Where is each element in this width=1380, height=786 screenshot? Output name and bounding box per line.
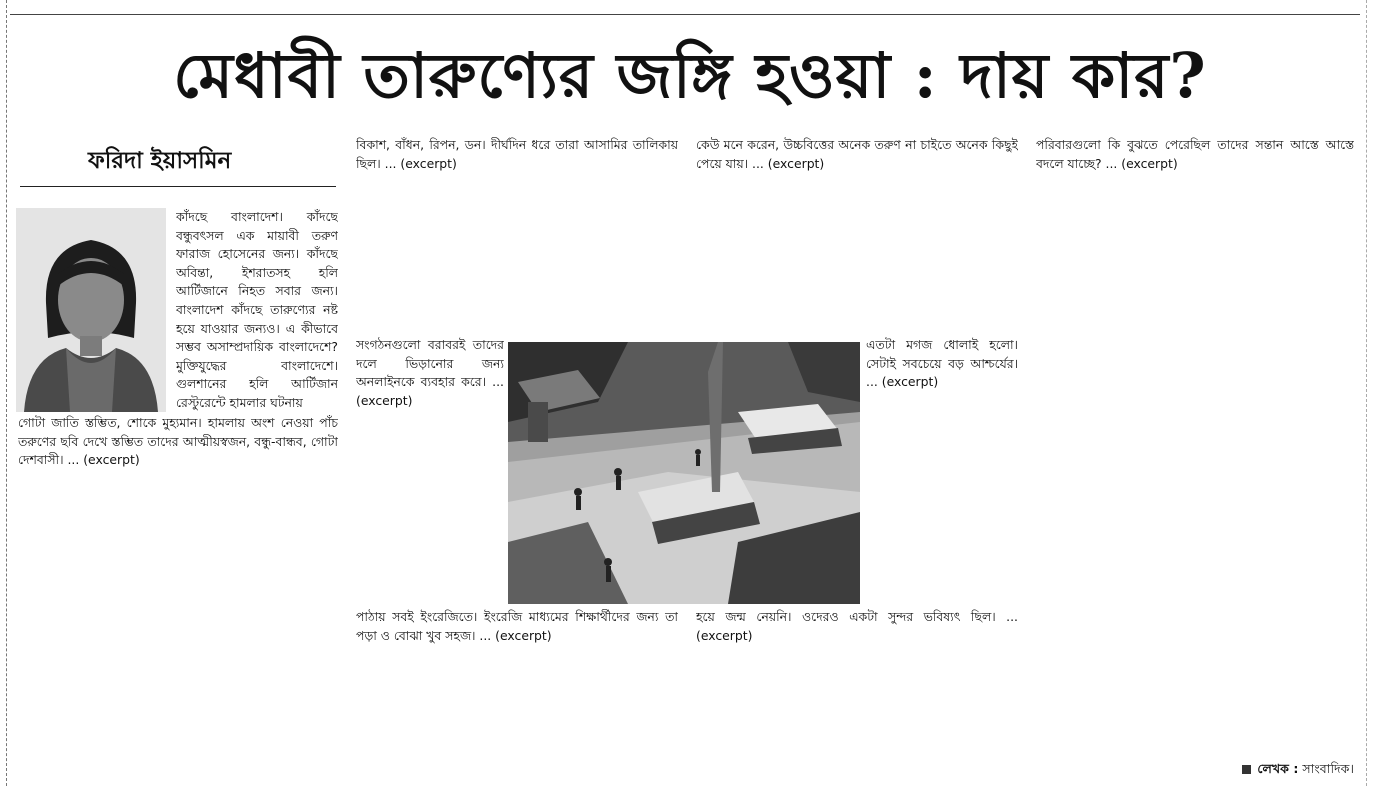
column-2-middle-text: সংগঠনগুলো বরাবরই তাদের দলে ভিড়ানোর জন্য অনলাইনকে ব্যবহার করে। ... (excerpt) bbox=[356, 337, 504, 408]
right-margin-rule bbox=[1366, 0, 1368, 786]
author-role-value: সাংবাদিক। bbox=[1302, 761, 1354, 776]
bullet-square-icon bbox=[1242, 765, 1251, 774]
byline-rule bbox=[20, 186, 336, 187]
author-role-label: লেখক : bbox=[1257, 761, 1299, 776]
column-3-top-text: কেউ মনে করেন, উচ্চবিত্তের অনেক তরুণ না চাইতে অনেক কিছুই পেয়ে যায়। ... (excerpt) bbox=[696, 137, 1018, 171]
author-photo bbox=[16, 208, 166, 412]
column-4-text: পরিবারগুলো কি বুঝতে পেরেছিল তাদের সন্তান আস্তে আস্তে বদলে যাচ্ছে? ... (excerpt) bbox=[1036, 137, 1354, 171]
left-margin-rule bbox=[6, 0, 8, 786]
column-2-bottom-text: পাঠায় সবই ইংরেজিতে। ইংরেজি মাধ্যমের শিক্ষার্থীদের জন্য তা পড়া ও বোঝা খুব সহজ। ... (excerpt) bbox=[356, 609, 678, 643]
column-1-bottom-text: গোটা জাতি স্তম্ভিত, শোকে মুহ্যমান। হামলায় অংশ নেওয়া পাঁচ তরুণের ছবি দেখে স্তম্ভিত তাদের আত্মীয়স্বজন, বন্ধু-বান্ধব, গোটা দেশবাসী। ... (excerpt) bbox=[18, 415, 338, 468]
news-photo-armored-vehicles bbox=[508, 342, 860, 604]
column-1-top-text: কাঁদছে বাংলাদেশ। কাঁদছে বন্ধুবৎসল এক মায়াবী তরুণ ফারাজ হোসেনের জন্য। কাঁদছে অবিন্তা, ইশরাতসহ হলি আর্টিজানে নিহত সবার জন্য। বাংলাদেশ কাঁদছে তারুণ্যের নষ্ট হয়ে যাওয়ার জন্যও। এ কীভাবে সম্ভব অসাম্প্রদায়িক বাংলাদেশে? মুক্তিযুদ্ধের বাংলাদেশে। গুলশানের হলি আর্টিজান রেস্টুরেন্টে হামলার ঘটনায় bbox=[176, 209, 338, 410]
column-3-bottom-text: হয়ে জন্ম নেয়নি। ওদেরও একটা সুন্দর ভবিষ্যৎ ছিল। ... (excerpt) bbox=[696, 609, 1018, 643]
column-2-top-text: বিকাশ, বাঁধন, রিপন, ডন। দীর্ঘদিন ধরে তারা আসামির তালিকায় ছিল। ... (excerpt) bbox=[356, 137, 678, 171]
article-headline: মেধাবী তারুণ্যের জঙ্গি হওয়া : দায় কার? bbox=[173, 39, 1207, 112]
top-rule bbox=[10, 14, 1360, 15]
author-byline: ফরিদা ইয়াসমিন bbox=[88, 147, 232, 174]
author-role-note bbox=[1036, 760, 1354, 778]
column-3-middle-text: এতটা মগজ ধোলাই হলো। সেটাই সবচেয়ে বড় আশ্চর্যের। ... (excerpt) bbox=[866, 337, 1018, 390]
